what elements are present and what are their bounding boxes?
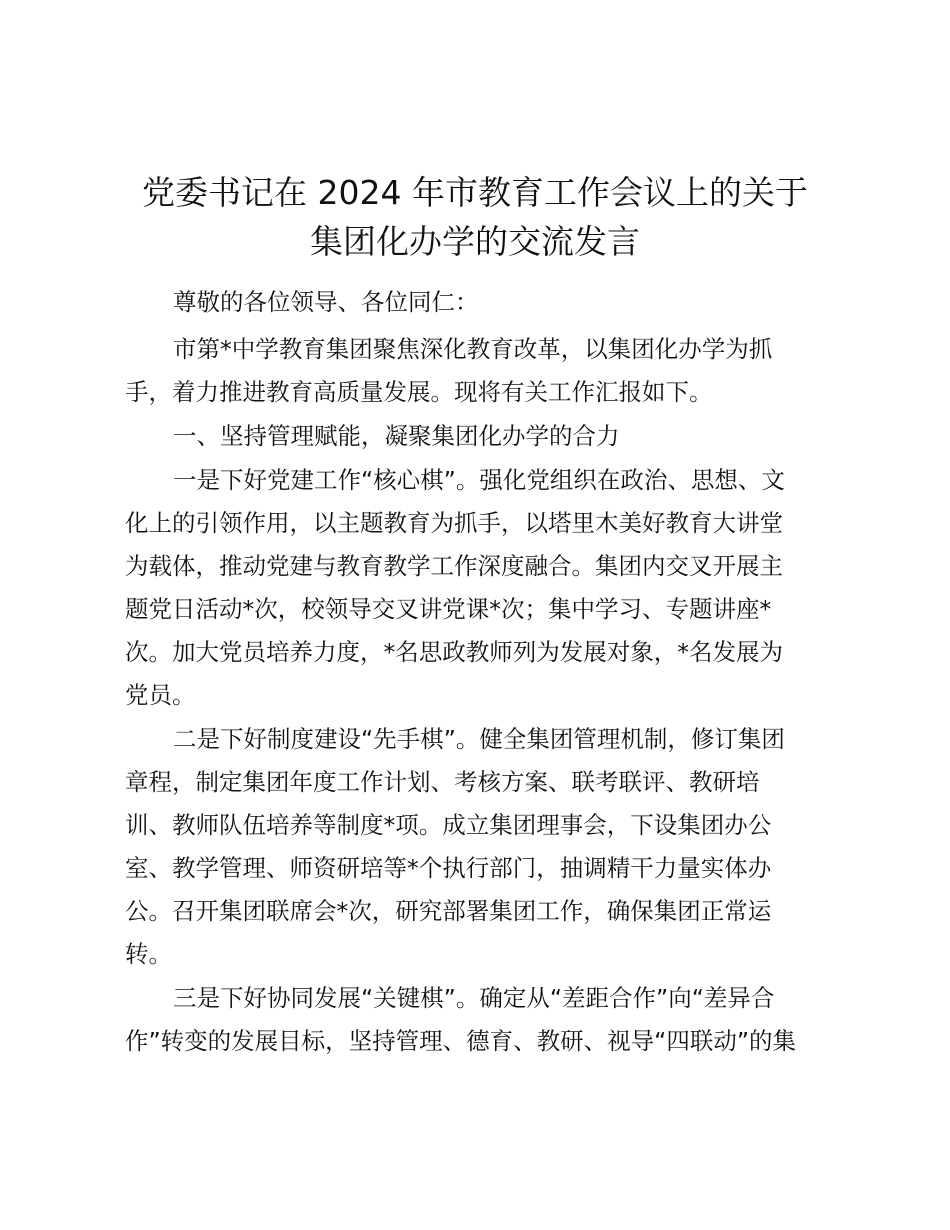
body-line: 室、教学管理、师资研培等*个执行部门，抽调精干力量实体办 bbox=[125, 854, 772, 882]
body-line: 次。加大党员培养力度，*名思政教师列为发展对象，*名发展为 bbox=[125, 638, 783, 666]
body-line: 手，着力推进教育高质量发展。现将有关工作汇报如下。 bbox=[125, 378, 713, 406]
body-line: 三是下好协同发展“关键棋”。确定从“差距合作”向“差异合 bbox=[173, 984, 775, 1012]
body-line: 党员。 bbox=[125, 681, 196, 709]
body-line: 训、教师队伍培养等制度*项。成立集团理事会，下设集团办公 bbox=[125, 811, 772, 839]
body-line: 转。 bbox=[125, 940, 172, 968]
body-line: 市第*中学教育集团聚焦深化教育改革，以集团化办学为抓 bbox=[173, 335, 773, 363]
body-line: 化上的引领作用，以主题教育为抓手，以塔里木美好教育大讲堂 bbox=[125, 509, 783, 537]
body-line: 公。召开集团联席会*次，研究部署集团工作，确保集团正常运 bbox=[125, 897, 772, 925]
body-line: 章程，制定集团年度工作计划、考核方案、联考联评、教研培 bbox=[125, 768, 760, 796]
body-line: 作”转变的发展目标，坚持管理、德育、教研、视导“四联动”的集 bbox=[125, 1027, 797, 1055]
document-title-line-1: 党委书记在 2024 年市教育工作会议上的关于 bbox=[142, 173, 808, 212]
section-heading: 一、坚持管理赋能，凝聚集团化办学的合力 bbox=[173, 422, 620, 450]
document-title-line-2: 集团化办学的交流发言 bbox=[310, 222, 640, 261]
body-line: 二是下好制度建设“先手棋”。健全集团管理机制，修订集团 bbox=[173, 725, 785, 753]
body-line: 一是下好党建工作“核心棋”。强化党组织在政治、思想、文 bbox=[173, 466, 785, 494]
body-line: 为载体，推动党建与教育教学工作深度融合。集团内交叉开展主 bbox=[125, 552, 783, 580]
body-line: 题党日活动*次，校领导交叉讲党课*次；集中学习、专题讲座* bbox=[125, 595, 772, 623]
salutation: 尊敬的各位领导、各位同仁： bbox=[173, 288, 479, 316]
